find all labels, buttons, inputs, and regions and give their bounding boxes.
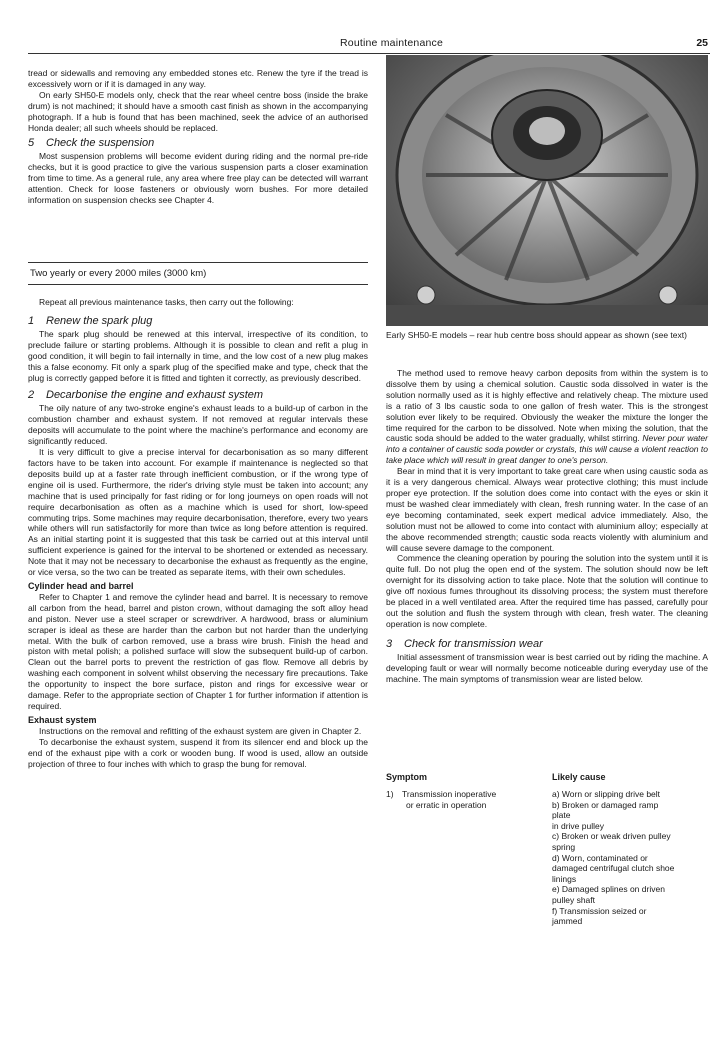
section-2-heading — [28, 389, 368, 402]
section-title: Check for transmission wear — [404, 637, 543, 650]
column-header-cause: Likely cause — [552, 772, 606, 782]
cause-line: f) Transmission seized or — [552, 905, 647, 916]
section-1-heading — [28, 315, 368, 328]
running-header — [28, 37, 708, 51]
cause-line: jammed — [552, 916, 583, 927]
section-title: Renew the spark plug — [46, 314, 153, 327]
exhaust-paragraph-1: Instructions on the removal and refitting of the exhaust system are given in Chapter 2. — [39, 725, 362, 736]
cause-line: d) Worn, contaminated or — [552, 852, 648, 863]
cause-line: linings — [552, 873, 577, 884]
spark-plug-paragraph: The spark plug should be renewed at this interval, irrespective of its condition, to preclude failure or starting problems. Although it is possible to clean and refit a plug in good condition, it will begin to fail internally in time, and the low cost of a new plug makes this a false economy. Fit only a spark plug of the specified make and type, check that the plug is correctly gapped before it is fitted and tighten it correctly, as previously described. — [28, 328, 368, 383]
right-column — [386, 368, 708, 684]
interval-heading-box — [28, 262, 368, 285]
symptom-number: 1) — [386, 789, 394, 799]
interval-heading: Two yearly or every 2000 miles (3000 km) — [30, 268, 207, 279]
symptom-line-2: or erratic in operation — [406, 800, 487, 810]
caustic-paragraph — [386, 368, 708, 466]
section-title: Decarbonise the engine and exhaust system — [46, 389, 264, 402]
transmission-paragraph: Initial assessment of transmission wear is best carried out by riding the machine. A developing fault or wear will normally become noticeable during everyday use of the machine. The main symptoms of transmission wear are listed below. — [386, 651, 708, 684]
cause-line: in drive pulley — [552, 820, 604, 831]
decarbonise-paragraph-2: It is very difficult to give a precise interval for decarbonisation as so many different factors have to be taken into account. For example if maintenance is neglected so that deposits build up at a faster rate through inefficient combustion, or if the wrong type of engine oil is used. Furthermore, the rider's driving style must be taken into account; any machine that is used principally for fast riding or for long journeys on open roads will not require decarbonisation as often as a machine which is used for short, low-speed commuting trips. Some machines may require decarbonisation, therefore, every two years while others will run satisfactorily for more than twice as long before attention is required. As an initial starting point it is suggested that this task be carried out at this interval until sufficient experience is gained for the interval to be shortened or extended as necessary. Note that it may not be necessary to decarbonise the exhaust as frequently as the engine, or vice versa, so the two can be treated as separate items, with their own schedules. — [28, 447, 368, 578]
cause-line: b) Broken or damaged ramp — [552, 799, 659, 810]
section-3-heading — [386, 638, 708, 651]
caustic-text: The method used to remove heavy carbon deposits from within the system is to dissolve them by using a chemical solution. Caustic soda dissolved in water is the solution normally used as it is highly effective and relatively cheap. The mixture used is a ratio of 3 lbs caustic soda to one gallon of fresh water. This is the strongest solution ever likely to be required. Obviously the weaker the mixture the longer the time required for the carbon to be dissolved. Note when mixing the solution, that the caustic soda should be added to the water gradually, whilst stirring. — [386, 368, 708, 444]
section-number: 5 — [28, 137, 35, 150]
header-rule — [28, 53, 710, 54]
cause-line: c) Broken or weak driven pulley — [552, 831, 671, 842]
repeat-paragraph: Repeat all previous maintenance tasks, then carry out the following: — [39, 297, 294, 307]
cause-line: a) Worn or slipping drive belt — [552, 789, 661, 799]
decarbonise-paragraph-1: The oily nature of any two-stroke engine's exhaust leads to a build-up of carbon in the combustion chamber and exhaust system. If not removed at regular intervals these deposits will accumulate to the point where the machine's performance and economy are significantly reduced. — [28, 403, 368, 447]
section-5-heading — [28, 137, 368, 150]
section-number: 2 — [28, 389, 35, 402]
running-title: Routine maintenance — [340, 37, 444, 49]
cause-line: plate — [552, 810, 571, 821]
section-number: 3 — [386, 637, 393, 650]
cylinder-subheading: Cylinder head and barrel — [28, 580, 134, 591]
symptom-line-1: Transmission inoperative — [402, 789, 497, 799]
hub-paragraph: On early SH50-E models only, check that the rear wheel centre boss (inside the brake drum) is not machined; it should have a smooth cast finish as shown in the accompanying photograph. If a hub is found that has been machined, seek the advice of an authorised Honda dealer; all such wheels should be replaced. — [28, 89, 368, 133]
page-number: 25 — [696, 37, 708, 49]
section-title: Check the suspension — [46, 137, 155, 150]
cleaning-paragraph: Commence the cleaning operation by pouring the solution into the system until it is quite full. Do not plug the open end of the system. The solution should now be left overnight for its dissolving action to take place. Note that the solution will continue to give off noxious fumes throughout its dissolving process; the system must therefore be placed in a well ventilated area. After the required time has passed, carefully pour out the solution and flush the system through with clean, fresh water. The cleaning operation is now complete. — [386, 553, 708, 629]
cause-line: e) Damaged splines on driven — [552, 884, 665, 895]
cylinder-paragraph: Refer to Chapter 1 and remove the cylinder head and barrel. It is necessary to remove all carbon from the head, barrel and piston crown, without damaging the soft alloy head and piston. Never use a steel scraper or screwdriver. A hardwood, brass or aluminium scraper is ideal as these are harder than the carbon but not harder than the underlying metal. With the bulk of carbon removed, use a brass wire brush. Finish the head and piston with metal polish; a polished surface will slow the subsequent build-up of carbon. Clean out the barrel ports to prevent the restriction of gas flow. Remove all debris by washing each component in solvent whilst observing the necessary fire precautions. Take the opportunity to inspect the bore surface, piston and rings for excessive wear or damage. Refer to the appropriate section of Chapter 1 for further information if attention is required. — [28, 591, 368, 711]
exhaust-subheading: Exhaust system — [28, 714, 97, 725]
intro-paragraph: tread or sidewalls and removing any embedded stones etc. Renew the tyre if the tread is excessively worn or if it is damaged in any way. — [28, 68, 368, 89]
exhaust-paragraph-2: To decarbonise the exhaust system, suspend it from its silencer end and block up the end of the exhaust pipe with a cork or wooden bung. If wood is used, allow an outside projection of three to four inches with which to grasp the bung for removal. — [28, 736, 368, 769]
section-number: 1 — [28, 314, 35, 327]
column-header-symptom: Symptom — [386, 772, 428, 782]
photo-caption: Early SH50-E models – rear hub centre boss should appear as shown (see text) — [386, 330, 687, 340]
rear-hub-illustration — [386, 55, 708, 326]
cause-line: pulley shaft — [552, 894, 595, 905]
left-column-top — [28, 68, 368, 206]
cause-line: damaged centrifugal clutch shoe — [552, 863, 675, 874]
safety-paragraph: Bear in mind that it is very important to take great care when using caustic soda as it is a very dangerous chemical. Always wear protective clothing; this must include proper eye protection. If the solution does come into contact with the eyes or skin it must be washed clear immediately with clean, fresh running water. In the case of an eye becoming contaminated, seek expert medical advice immediately. Also, the solution must not be allowed to come into contact with aluminium alloy; especially at the above recommended strength; caustic soda reacts violently with aluminium and will cause severe damage to the component. — [386, 466, 708, 553]
left-column-main — [28, 297, 368, 770]
rear-hub-photo — [386, 55, 708, 326]
cause-list — [552, 789, 708, 927]
suspension-paragraph: Most suspension problems will become evident during riding and the normal pre-ride checks, but it is good practice to give the various suspension parts a closer examination from time to time. As a general rule, any area where free play can be detected will warrant attention. Check for loose fasteners or obviously worn bushes. For more detailed information on suspension checks see Chapter 4. — [28, 151, 368, 206]
caustic-warning: Never pour water into a container of caustic soda powder or crystals, this will cause a violent reaction to take place which will result in great danger to one's person. — [386, 433, 708, 466]
cause-line: spring — [552, 841, 576, 852]
